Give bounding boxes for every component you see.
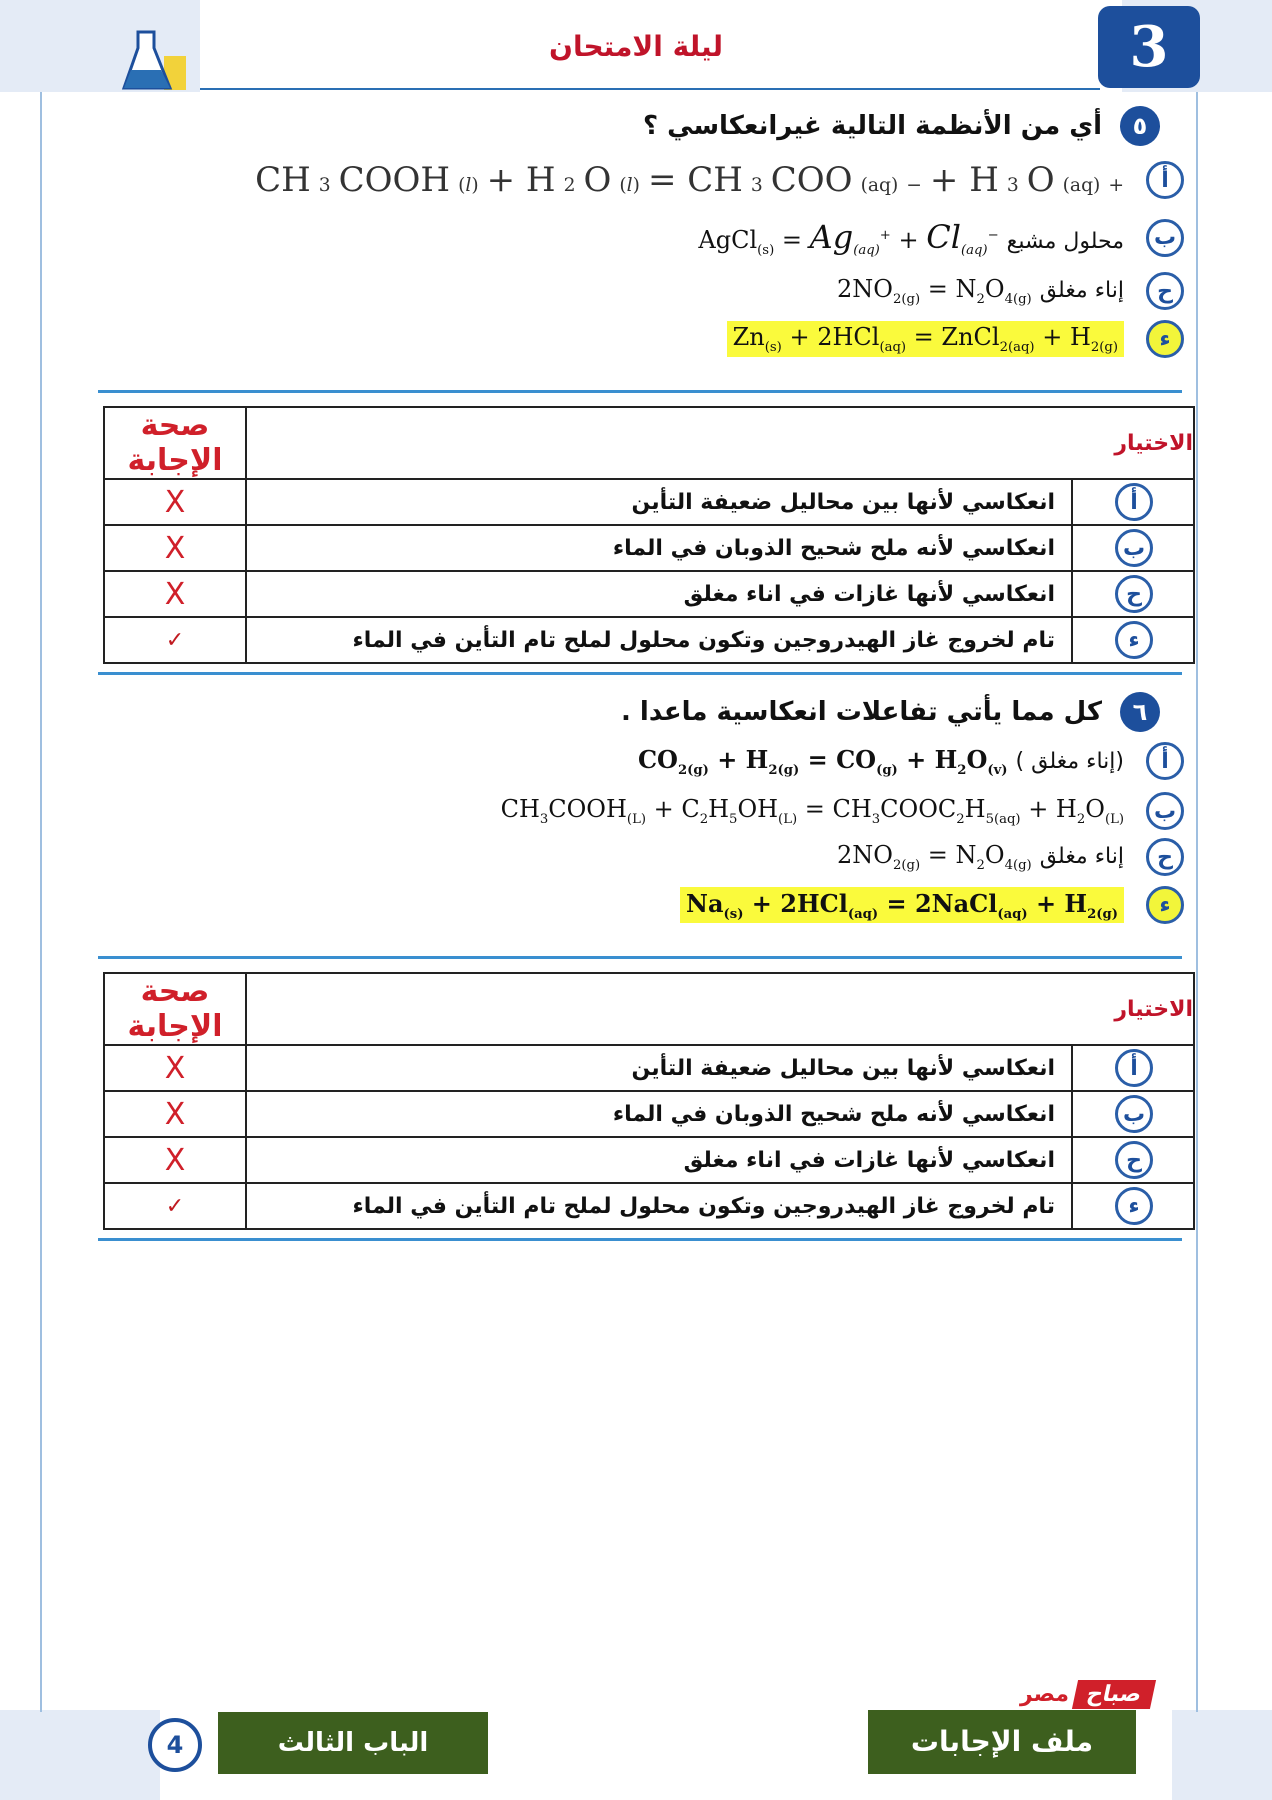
cross-mark: X: [104, 1137, 246, 1183]
option-letter: ح: [1146, 838, 1184, 876]
row-text: تام لخروج غاز الهيدروجين وتكون محلول لملح تام التأين في الماء: [246, 1183, 1072, 1229]
answer-table-q6: [103, 972, 1195, 1230]
equation-highlighted: $Zn_{(s)} + 2HCl_{(aq)}$ = ZnCl$_{2(aq)}$ + $H_{2(g)}$: [727, 321, 1124, 357]
brand-logo: [1020, 1680, 1153, 1709]
brand-part-1: صباح: [1072, 1680, 1157, 1709]
option-d: [727, 320, 1184, 358]
row-letter: ح: [1115, 1141, 1153, 1179]
table-row: [104, 1137, 1194, 1183]
cross-mark: X: [104, 571, 246, 617]
question-text: أي من الأنظمة التالية غيرانعكاسي ؟: [643, 111, 1102, 141]
equation: $2NO_{2(g)} = N_2O_{4(g)}$: [837, 841, 1032, 873]
row-letter: أ: [1115, 1049, 1153, 1087]
row-letter: ب: [1115, 1095, 1153, 1133]
answer-table-q5: [103, 406, 1195, 664]
option-b: [698, 218, 1184, 258]
table-row: [104, 1091, 1194, 1137]
option-b: [501, 792, 1184, 830]
question-text: كل مما يأتي تفاعلات انعكاسية ماعدا .: [621, 697, 1102, 727]
row-letter: ء: [1115, 1187, 1153, 1225]
equation: CH 3 COOH (l) + H 2 O (l) = CH 3 COO (aq) − + H 3 O (aq) +: [255, 160, 1124, 200]
equation: $2NO_{2(g)} = N_2O_{4(g)}$: [837, 275, 1032, 307]
option-letter: ء: [1146, 886, 1184, 924]
corner-decoration: [0, 1710, 160, 1800]
header-rule: [200, 88, 1100, 90]
margin-rule: [40, 92, 42, 1712]
option-letter: ح: [1146, 272, 1184, 310]
row-text: تام لخروج غاز الهيدروجين وتكون محلول لملح تام التأين في الماء: [246, 617, 1072, 663]
cross-mark: X: [104, 1091, 246, 1137]
corner-decoration: [1172, 1710, 1272, 1800]
correct-header: صحة الإجابة: [104, 973, 246, 1045]
equation-highlighted: $Na_{(s)} + 2HCl_{(aq)}$ = 2NaCl$_{(aq)}$ + $H_{2(g)}$: [680, 887, 1124, 924]
question-5: [643, 106, 1160, 146]
row-text: انعكاسي لأنها غازات في اناء مغلق: [246, 1137, 1072, 1183]
equation: AgCl$_{(s)}$ = $Ag_{(aq)}^+ + Cl_{(aq)}^-$: [698, 218, 999, 258]
cross-mark: X: [104, 525, 246, 571]
section-divider: [98, 1238, 1182, 1241]
row-text: انعكاسي لأنها بين محاليل ضعيفة التأين: [246, 479, 1072, 525]
table-row: [104, 617, 1194, 663]
chapter-number: 3: [1129, 14, 1169, 80]
equation: $CO_{2(g)} + H_{2(g)} = CO_{(g)} + H_2O_{(v)}$: [637, 744, 1008, 778]
cross-mark: X: [104, 1045, 246, 1091]
option-body: [680, 887, 1124, 924]
row-letter: ء: [1115, 621, 1153, 659]
option-body: [698, 218, 1124, 258]
table-row: [104, 525, 1194, 571]
equation: $CH_3COOH_{(L)} + C_2H_5OH_{(L)}$ = $CH_3COOC_2H_{5(aq)} + H_2O_{(L)}$: [500, 795, 1124, 827]
chapter-label: الباب الثالث: [218, 1712, 488, 1774]
chapter-number-badge: [1098, 6, 1200, 88]
answers-file-label: ملف الإجابات: [868, 1710, 1136, 1774]
row-text: انعكاسي لأنه ملح شحيح الذوبان في الماء: [246, 525, 1072, 571]
option-c: [837, 838, 1184, 876]
option-prefix: (إناء مغلق ): [1015, 748, 1124, 774]
option-body: [837, 841, 1124, 873]
check-mark: ✓: [104, 617, 246, 663]
choice-header: الاختيار: [246, 407, 1194, 479]
option-letter: أ: [1146, 742, 1184, 780]
row-letter: أ: [1115, 483, 1153, 521]
option-prefix: إناء مغلق: [1039, 844, 1124, 870]
table-row: [104, 1183, 1194, 1229]
section-divider: [98, 390, 1182, 393]
brand-part-2: مصر: [1020, 1682, 1069, 1707]
page-title: ليلة الامتحان: [549, 30, 723, 63]
option-letter: ب: [1146, 792, 1184, 830]
question-number: ٦: [1120, 692, 1160, 732]
page-number: 4: [148, 1718, 202, 1772]
section-divider: [98, 672, 1182, 675]
option-letter: أ: [1146, 161, 1184, 199]
row-letter: ح: [1115, 575, 1153, 613]
option-a: [638, 742, 1184, 780]
section-divider: [98, 956, 1182, 959]
correct-header: صحة الإجابة: [104, 407, 246, 479]
option-letter: ب: [1146, 219, 1184, 257]
option-prefix: محلول مشبع: [1006, 229, 1124, 254]
row-text: انعكاسي لأنها غازات في اناء مغلق: [246, 571, 1072, 617]
table-header-row: [104, 973, 1194, 1045]
table-row: [104, 1045, 1194, 1091]
table-row: [104, 571, 1194, 617]
option-body: [501, 795, 1124, 827]
choice-header: الاختيار: [246, 973, 1194, 1045]
option-d: [680, 886, 1184, 924]
cross-mark: X: [104, 479, 246, 525]
option-body: [837, 275, 1124, 307]
option-body: [727, 321, 1124, 357]
question-number: ٥: [1120, 106, 1160, 146]
table-row: [104, 479, 1194, 525]
check-mark: ✓: [104, 1183, 246, 1229]
row-letter: ب: [1115, 529, 1153, 567]
option-letter: ء: [1146, 320, 1184, 358]
row-text: انعكاسي لأنه ملح شحيح الذوبان في الماء: [246, 1091, 1072, 1137]
option-a: [255, 160, 1184, 200]
question-6: [621, 692, 1160, 732]
option-prefix: إناء مغلق: [1039, 278, 1124, 304]
margin-rule: [1196, 92, 1198, 1712]
option-body: [638, 745, 1124, 778]
row-text: انعكاسي لأنها بين محاليل ضعيفة التأين: [246, 1045, 1072, 1091]
option-c: [837, 272, 1184, 310]
table-header-row: [104, 407, 1194, 479]
